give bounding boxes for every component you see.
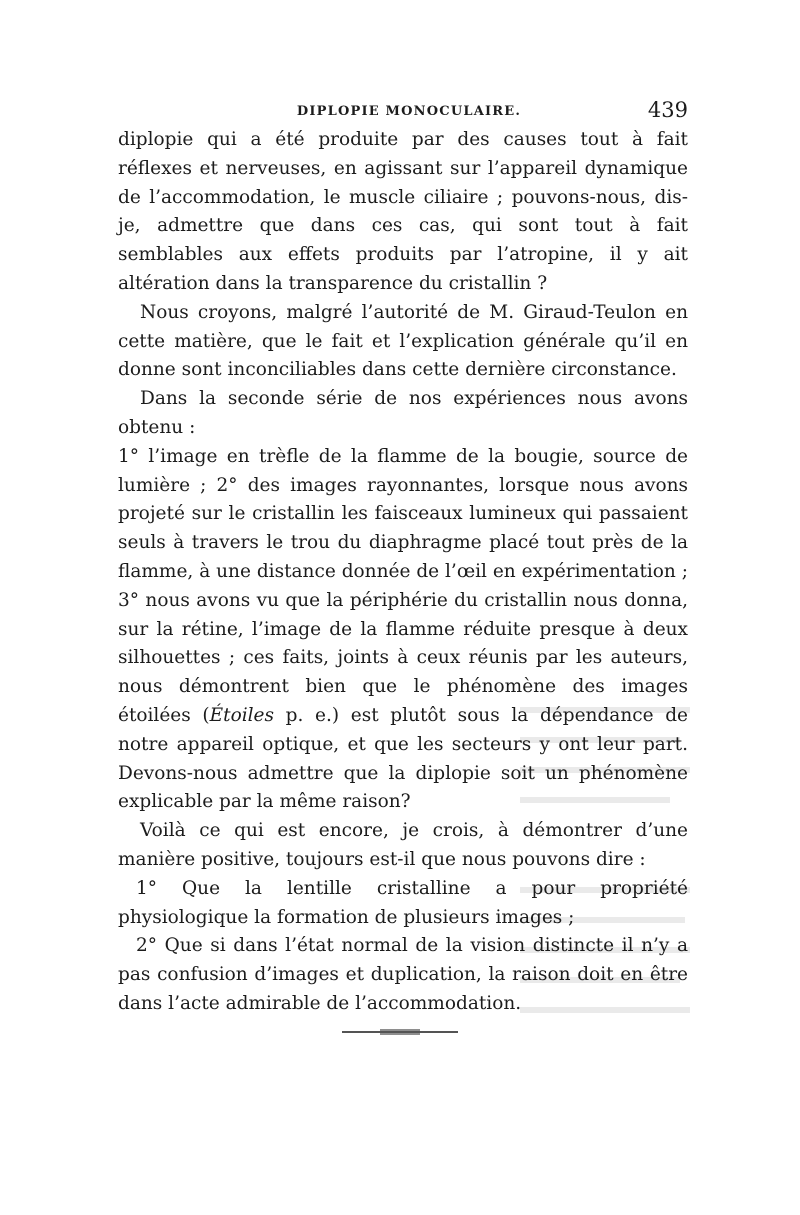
running-title: DIPLOPIE MONOCULAIRE. [296, 104, 522, 119]
paragraph-conclusion: Voilà ce qui est encore, je crois, à démontrer d’une manière positive, toujours est-il que nous pouvons dire : [118, 820, 688, 870]
body-text [118, 126, 688, 1019]
paragraph-opinion: Nous croyons, malgré l’autorité de M. Giraud-Teulon en cette matière, que le fait et l’explication générale qu’il en donne sont inconciliables dans cette dernière circonstance. [118, 301, 688, 381]
experiments-text-end: p. e.) est plutôt sous la dépendance de notre appareil optique, et que les secteurs y ont leur part. Devons-nous admettre que la diplopie soit un phénomène explicable par la même raison? [118, 704, 689, 813]
paragraph-second-series: Dans la seconde série de nos expériences nous avons obtenu : [118, 388, 688, 438]
list-item-second: 2° Que si dans l’état normal de la vision distincte il n’y a pas confusion d’images et duplication, la raison doit en être dans l’acte admirable de l’accommodation. [118, 935, 688, 1014]
italic-term: Étoiles [209, 704, 274, 726]
list-item-first: 1° Que la lentille cristalline a pour propriété physiologique la formation de plusieurs images ; [118, 877, 688, 928]
experiments-text-start: 1° l’image en trèfle de la flamme de la bougie, source de lumière ; 2° des images rayonnantes, lorsque nous avons projeté sur le cristallin les faisceaux lumineux qui passaient seuls à travers le trou du diaphragme placé tout près de la flamme, à une distance donnée de l’œil en expérimentation ; 3° nous avons vu que la périphérie du cristallin nous donna, sur la rétine, l’image de la flamme réduite presque à deux silhouettes ; ces faits, joints à ceux réunis par les auteurs, nous démontrent bien que le phénomène des images étoilées ( [118, 445, 688, 726]
page-number: 439 [647, 98, 688, 122]
paragraph-continuation: diplopie qui a été produite par des causes tout à fait réflexes et nerveuses, en agissant sur l’appareil dynamique de l’accommodation, le muscle ciliaire ; pouvons-nous, dis-je, admettre que dans ces cas, qui sont tout à fait semblables aux effets produits par l’atropine, il y ait altération dans la transparence du cristallin ? [118, 129, 688, 294]
paragraph-experiments [118, 443, 688, 817]
end-ornament [340, 1028, 460, 1036]
page-header [118, 98, 688, 128]
